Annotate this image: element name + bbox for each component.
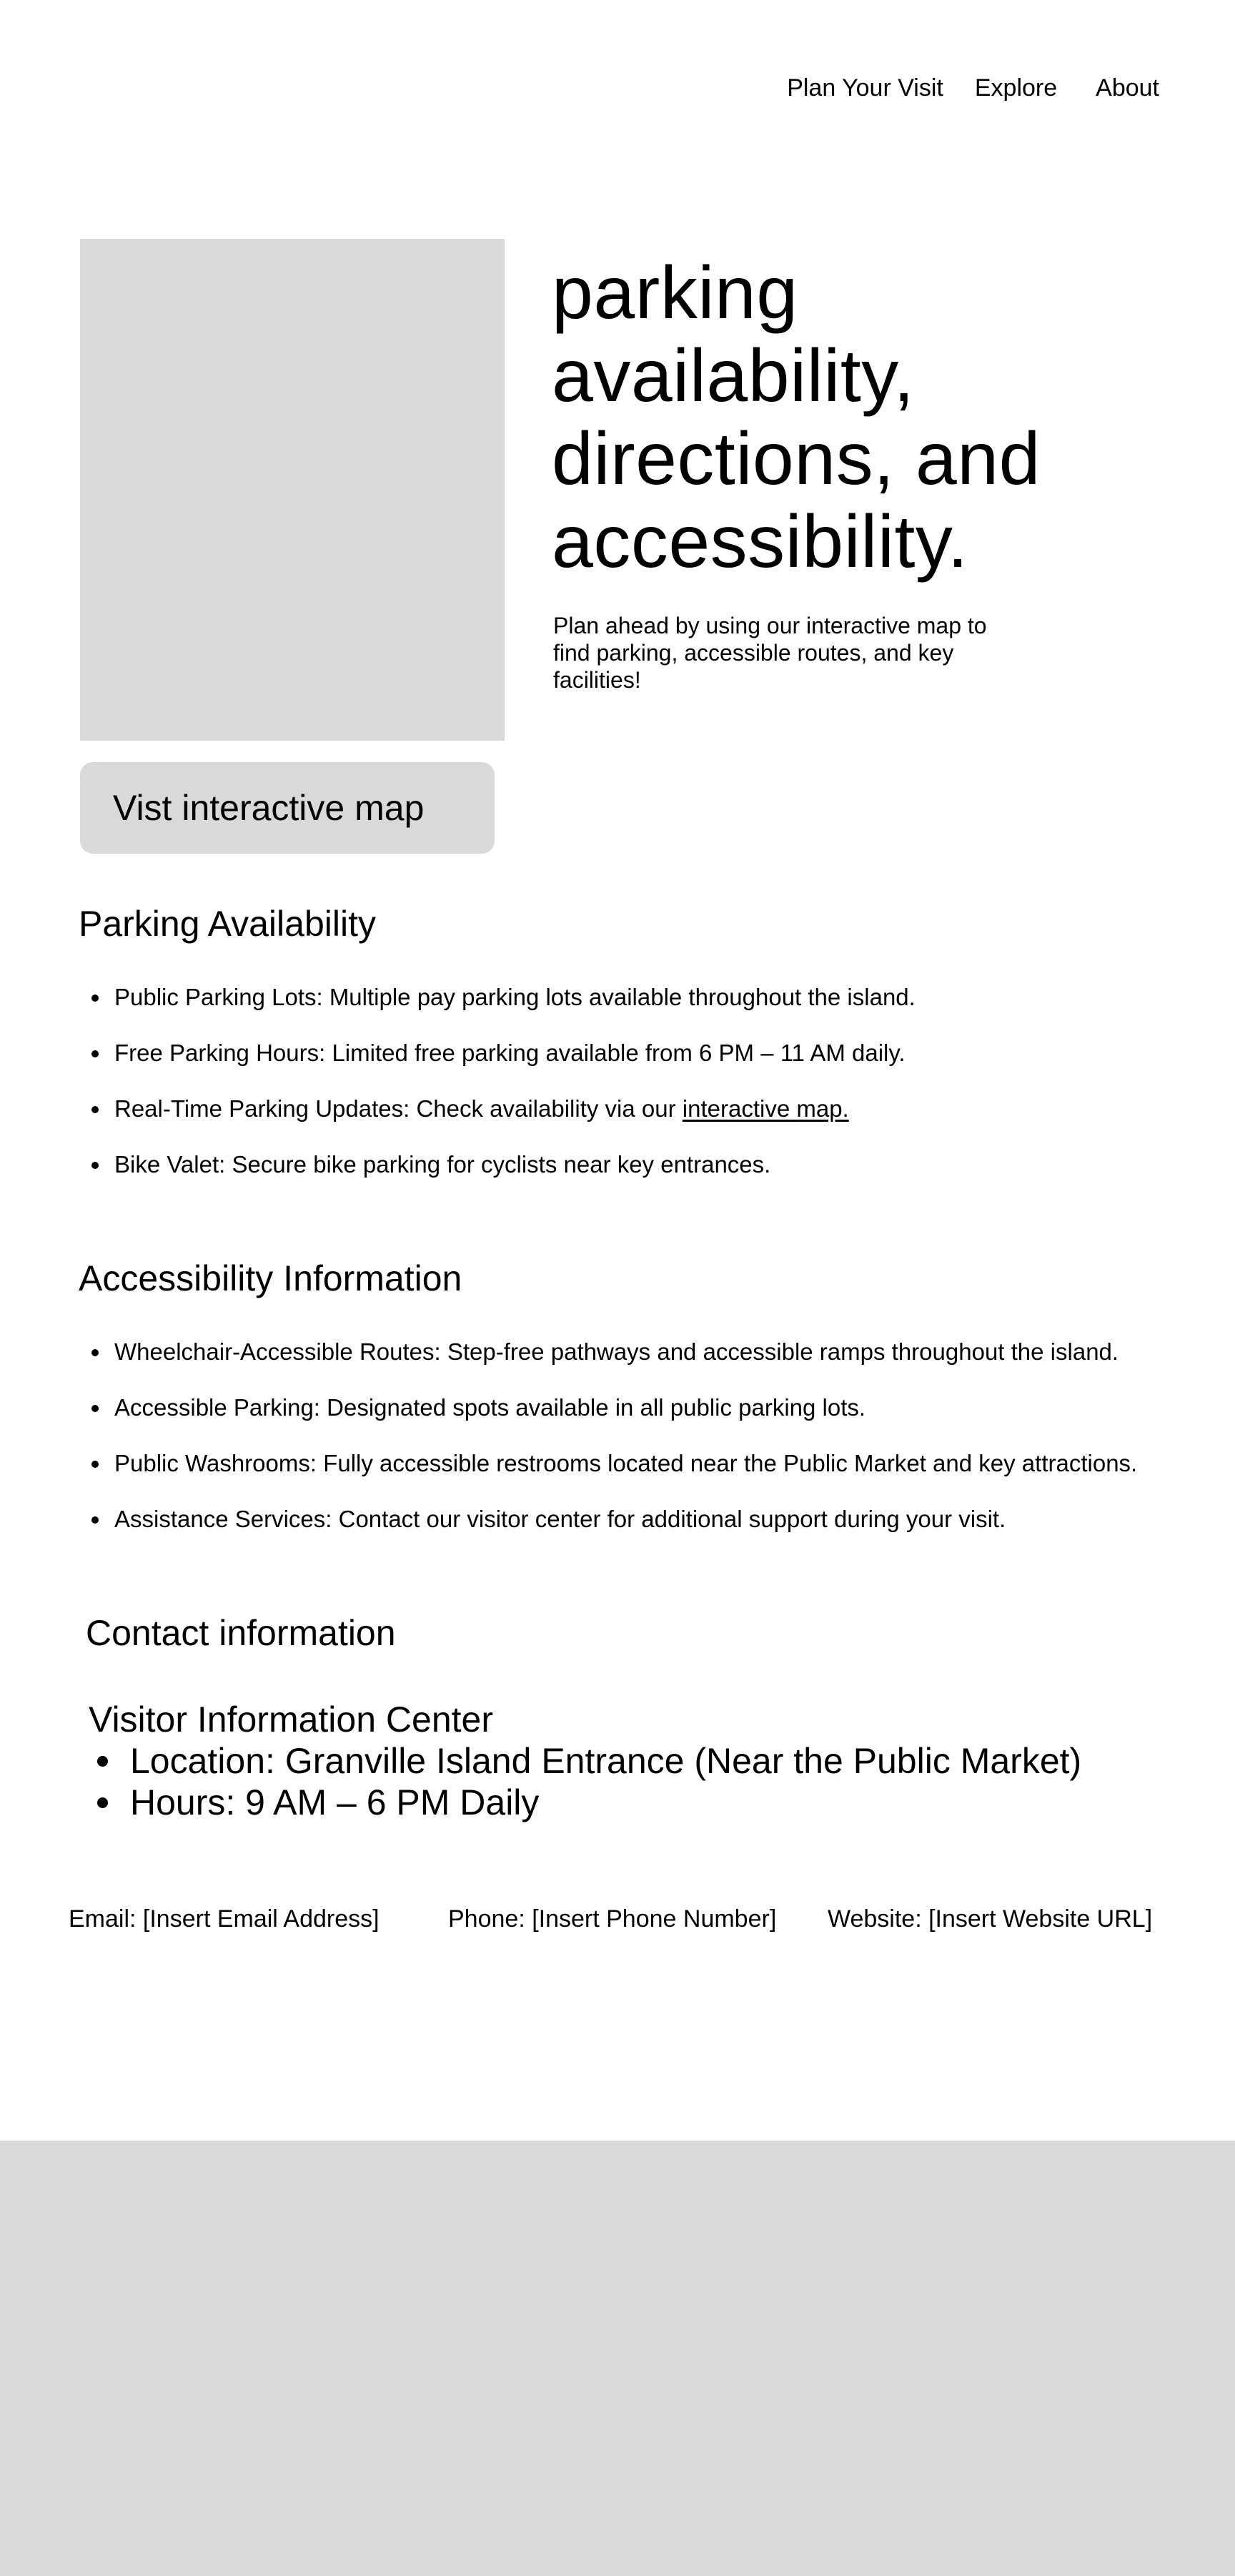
list-item xyxy=(91,1505,1206,1561)
visitor-hours: Hours: 9 AM – 6 PM Daily xyxy=(97,1782,1081,1823)
list-item xyxy=(91,1095,1206,1150)
visitor-center-name: Visitor Information Center xyxy=(89,1699,493,1739)
visitor-location: Location: Granville Island Entrance (Near the Public Market) xyxy=(97,1740,1081,1782)
contact-heading: Contact information xyxy=(86,1613,396,1653)
accessibility-list xyxy=(91,1338,1206,1561)
visitor-center-details xyxy=(97,1740,1081,1823)
list-item-text: Wheelchair-Accessible Routes: Step-free pathways and accessible ramps throughout the island. xyxy=(114,1338,1119,1365)
visit-interactive-map-button[interactable]: Vist interactive map xyxy=(80,762,495,854)
hero-subtitle: Plan ahead by using our interactive map to find parking, accessible routes, and key facilities! xyxy=(553,613,987,693)
interactive-map-link[interactable]: interactive map. xyxy=(682,1095,849,1122)
list-item-text: Bike Valet: Secure bike parking for cyclists near key entrances. xyxy=(114,1151,771,1178)
parking-list xyxy=(91,983,1206,1206)
list-item-text: Free Parking Hours: Limited free parking available from 6 PM – 11 AM daily. xyxy=(114,1040,906,1066)
list-item xyxy=(91,1393,1206,1449)
contact-phone: Phone: [Insert Phone Number] xyxy=(448,1905,777,1933)
hero-title: parking availability, directions, and accessibility. xyxy=(552,252,1041,583)
nav-explore[interactable]: Explore xyxy=(974,74,1058,102)
list-item-text: Public Parking Lots: Multiple pay parking lots available throughout the island. xyxy=(114,984,916,1010)
top-nav xyxy=(771,71,1175,104)
nav-plan-your-visit[interactable]: Plan Your Visit xyxy=(787,74,943,102)
list-item xyxy=(91,1338,1206,1393)
list-item xyxy=(91,1449,1206,1505)
parking-heading: Parking Availability xyxy=(79,904,376,944)
nav-about[interactable]: About xyxy=(1096,74,1159,102)
contact-email: Email: [Insert Email Address] xyxy=(69,1905,380,1933)
contact-website: Website: [Insert Website URL] xyxy=(828,1905,1153,1933)
list-item-text: Accessible Parking: Designated spots available in all public parking lots. xyxy=(114,1394,866,1421)
list-item-text: Assistance Services: Contact our visitor center for additional support during your visit. xyxy=(114,1506,1006,1532)
footer-placeholder xyxy=(0,2141,1235,2576)
list-item xyxy=(91,983,1206,1039)
accessibility-heading: Accessibility Information xyxy=(79,1258,462,1298)
list-item-text: Public Washrooms: Fully accessible restrooms located near the Public Market and key attractions. xyxy=(114,1450,1138,1476)
list-item xyxy=(91,1039,1206,1095)
list-item xyxy=(91,1150,1206,1206)
list-item-text: Real-Time Parking Updates: Check availability via our xyxy=(114,1095,683,1122)
hero-image-placeholder xyxy=(80,239,505,741)
